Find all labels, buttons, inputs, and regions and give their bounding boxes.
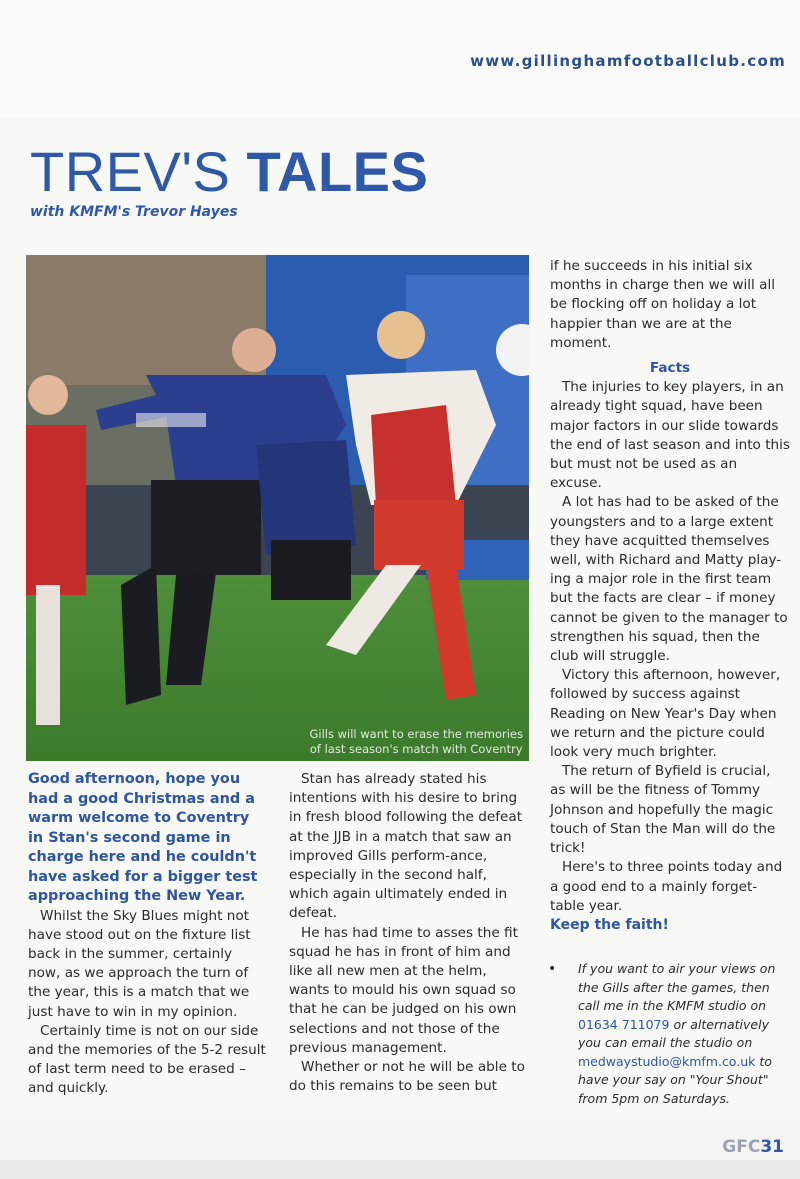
note-text: or alternatively you can email the studio on: [578, 1016, 769, 1050]
title-part2: TALES: [246, 140, 429, 203]
page-title: [30, 140, 428, 204]
bottom-band: [0, 1160, 800, 1179]
phone-number[interactable]: 01634 711079: [578, 1016, 670, 1032]
page-prefix: GFC: [722, 1137, 761, 1157]
note-text: to have your say on "Your Shout" from 5pm on Saturdays.: [578, 1053, 772, 1106]
page-number-value: 31: [760, 1137, 784, 1157]
paragraph: The injuries to key players, in an already tight squad, have been major factors in our slide towards the end of last season and into this but must not be used as an excuse.: [550, 379, 790, 492]
paragraph: Certainly time is not on our side and the memories of the 5-2 result of last term need to be erased – and quickly.: [28, 1022, 266, 1097]
note-text: If you want to air your views on the Gills after the games, then call me in the KMFM studio on: [578, 961, 776, 1013]
column-2: [289, 770, 529, 1096]
paragraph: He has had time to asses the fit squad he has in front of him and like all new men at the helm, wants to mould his own squad so that he can be judged on his own selections and not those of the previous management.: [289, 924, 518, 1056]
title-part1: TREV'S: [30, 140, 231, 203]
sign-off: Keep the faith!: [550, 916, 669, 933]
column-3: [550, 257, 790, 935]
byline: with KMFM's Trevor Hayes: [30, 204, 238, 220]
paragraph: Whilst the Sky Blues might not have stood out on the fixture list back in the summer, certainly now, as we approach the turn of the year, this is a match that we just have to win in my opinion.: [28, 907, 251, 1020]
match-photo: [26, 255, 529, 761]
paragraph: Victory this afternoon, however, followed by success against Reading on New Year's Day when we return and the picture could look very much brighter.: [550, 667, 781, 761]
paragraph: Whether or not he will be able to do this remains to be seen but: [289, 1059, 525, 1095]
caption-line-2: of last season's match with Coventry: [309, 742, 523, 756]
intro-paragraph: Good afternoon, hope you had a good Christmas and a warm welcome to Coventry in Stan's second game in charge here and he couldn't have asked for a bigger test approaching the New Year.: [28, 771, 258, 904]
bullet-icon: •: [548, 961, 557, 977]
page-number: [722, 1137, 784, 1157]
photo-caption: [309, 727, 523, 757]
email-link[interactable]: medwaystudio@kmfm.co.uk: [578, 1053, 756, 1069]
paragraph: The return of Byfield is crucial, as will be the fitness of Tommy Johnson and hopefully the magic touch of Stan the Man will do the trick!: [550, 763, 776, 857]
match-photo-illustration: [26, 255, 529, 761]
column-1: [28, 770, 268, 1099]
website-url[interactable]: www.gillinghamfootballclub.com: [470, 52, 786, 70]
contact-note: [548, 960, 788, 1108]
paragraph: if he succeeds in his initial six months in charge then we will all be flocking off on holiday a lot happier than we are at the moment.: [550, 258, 776, 351]
section-heading: Facts: [649, 360, 691, 377]
caption-line-1: Gills will want to erase the memories: [309, 727, 523, 741]
paragraph: Stan has already stated his intentions with his desire to bring in fresh blood following the defeat at the JJB in a match that saw an improved Gills perform-ance, especially in the second half, which again ultimately ended in defeat.: [289, 771, 523, 922]
paragraph: Here's to three points today and a good end to a mainly forget-table year.: [550, 859, 783, 914]
paragraph: A lot has had to be asked of the youngsters and to a large extent they have acquitted themselves well, with Richard and Matty play-ing a major role in the first team but the facts are clear – if money cannot be given to the manager to strengthen his squad, then the club will struggle.: [550, 494, 788, 665]
